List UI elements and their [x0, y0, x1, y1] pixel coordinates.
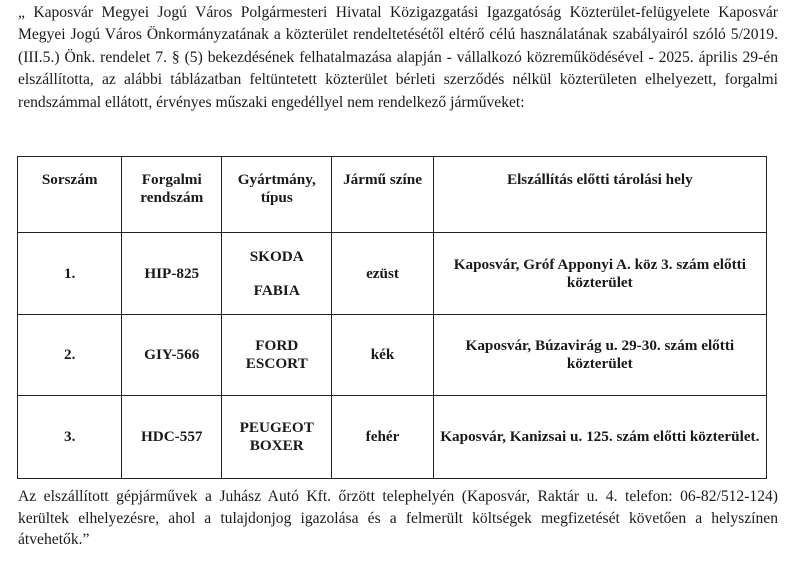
cell-sorszam: 3. — [18, 396, 122, 479]
cell-gyartmany: SKODA — [249, 247, 304, 265]
header-sorszam: Sorszám — [18, 157, 122, 233]
closing-paragraph: Az elszállított gépjárművek a Juhász Autó Kft. őrzött telephelyén (Kaposvár, Raktár u. 4. telefon: 06-82/512-124) kerültek elhelyezésre, ahol a tulajdonjog igazolása és a felmerült költségek megfizetését követően a helyszínen átvehetők.” — [18, 488, 778, 548]
cell-gyartmany: PEUGEOT — [239, 419, 314, 436]
header-szin: Jármű színe — [332, 157, 433, 233]
cell-tipus: BOXER — [249, 437, 304, 454]
cell-gyartmany: FORD — [255, 337, 299, 354]
cell-szin: ezüst — [332, 233, 433, 315]
cell-rendszam: HIP-825 — [122, 233, 222, 315]
cell-tipus: ESCORT — [245, 355, 308, 372]
table-row — [18, 396, 767, 479]
table-row — [18, 233, 767, 315]
cell-rendszam: HDC-557 — [122, 396, 222, 479]
cell-hely: Kaposvár, Gróf Apponyi A. köz 3. szám előtti közterület — [433, 233, 766, 315]
intro-paragraph: „ Kaposvár Megyei Jogú Város Polgármesteri Hivatal Közigazgatási Igazgatóság Közterület-felügyelete Kaposvár Megyei Jogú Város Önkormányzatának a közterület rendeltetésétől eltérő célú használatának szabályairól szóló 5/2019.(III.5.) Önk. rendelet 7. § (5) bekezdésének felhatalmazása alapján - vállalkozó közreműködésével - 2025. április 29-én elszállította, az alábbi táblázatban feltüntetett közterület bérleti szerződés nélkül közterületen elhelyezett, forgalmi rendszámmal ellátott, érvényes műszaki engedéllyel nem rendelkező járműveket: — [18, 4, 778, 111]
header-gyartmany: Gyártmány, típus — [222, 157, 332, 233]
cell-tipus: FABIA — [253, 281, 300, 299]
cell-szin: kék — [332, 315, 433, 396]
cell-hely: Kaposvár, Búzavirág u. 29-30. szám előtti közterület — [433, 315, 766, 396]
header-rendszam: Forgalmi rendszám — [122, 157, 222, 233]
cell-szin: fehér — [332, 396, 433, 479]
cell-gyartmany-tipus — [222, 315, 332, 396]
cell-sorszam: 2. — [18, 315, 122, 396]
cell-hely: Kaposvár, Kanizsai u. 125. szám előtti közterület. — [433, 396, 766, 479]
header-hely: Elszállítás előtti tárolási hely — [433, 157, 766, 233]
table-header-row — [18, 157, 767, 233]
cell-gyartmany-tipus — [222, 396, 332, 479]
table-row — [18, 315, 767, 396]
towed-vehicles-table — [17, 156, 767, 479]
cell-gyartmany-tipus — [222, 233, 332, 315]
cell-rendszam: GIY-566 — [122, 315, 222, 396]
cell-sorszam: 1. — [18, 233, 122, 315]
